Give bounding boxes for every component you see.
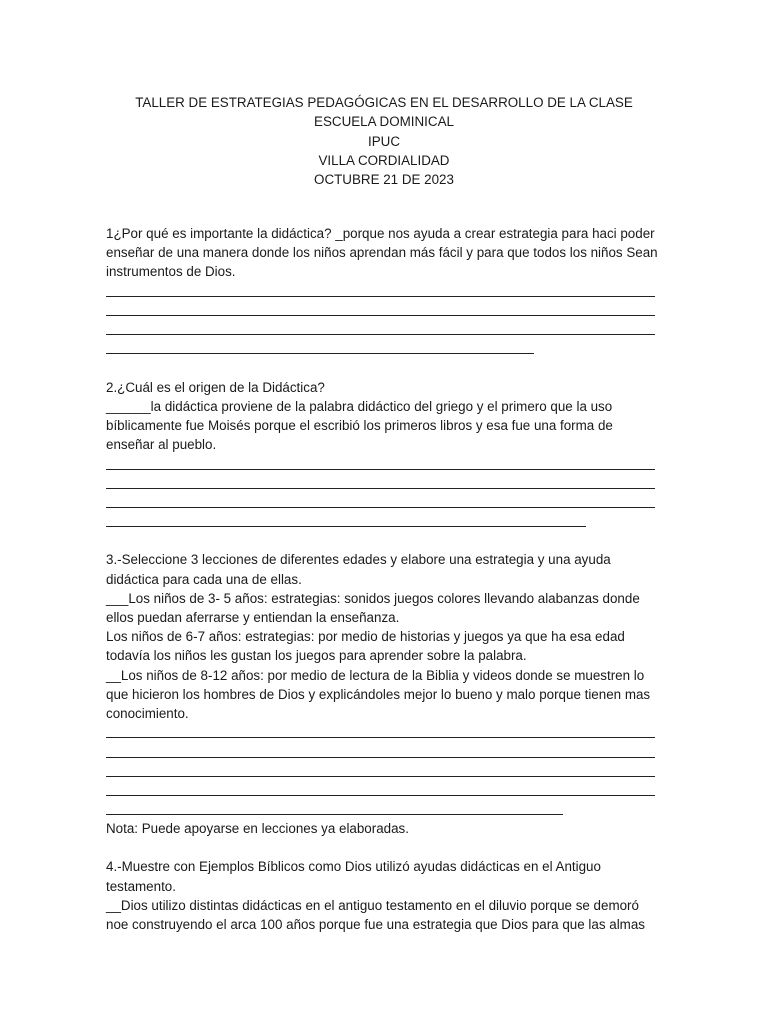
- question-2: 2.¿Cuál es el origen de la Didáctica?: [106, 379, 325, 395]
- school-name: ESCUELA DOMINICAL: [314, 114, 454, 130]
- answer-line: [106, 742, 662, 761]
- question-4: 4.-Muestre con Ejemplos Bíblicos como Dios utilizó ayudas didácticas en el Antiguo testamento.: [106, 859, 601, 894]
- answer-line: [106, 493, 662, 512]
- answer-line: [106, 762, 662, 781]
- date: OCTUBRE 21 DE 2023: [314, 172, 454, 188]
- question-3-answer-1: ___Los niños de 3- 5 años: estrategias: sonidos juegos colores llevando alabanzas donde ellos puedan aferrarse y entiendan la enseñanza.: [106, 590, 640, 625]
- answer-line: [106, 301, 662, 320]
- question-2-answer: ______la didáctica proviene de la palabra didáctico del griego y el primero que la uso bíblicamente fue Moisés porque el escribió los primeros libros y esa fue una forma de enseñar al pueblo.: [106, 398, 613, 453]
- answer-line: [106, 723, 662, 742]
- answer-line: [106, 781, 662, 800]
- document-header: [0, 93, 768, 189]
- question-1-text: 1¿Por qué es importante la didáctica? _porque nos ayuda a crear estrategia para haci poder enseñar de una manera donde los niños aprendan más fácil y para que todos los niños Sean instrumentos de Dios.: [106, 226, 658, 280]
- answer-line: [106, 800, 662, 819]
- answer-line: [106, 512, 662, 531]
- answer-line: [106, 474, 662, 493]
- answer-line: [106, 454, 662, 473]
- document-body: [106, 224, 662, 934]
- answer-line: [106, 282, 662, 301]
- location: VILLA CORDIALIDAD: [318, 152, 450, 168]
- workshop-title: TALLER DE ESTRATEGIAS PEDAGÓGICAS EN EL DESARROLLO DE LA CLASE: [135, 95, 633, 110]
- answer-line: [106, 339, 662, 358]
- question-4-answer: __Dios utilizo distintas didácticas en el antiguo testamento en el diluvio porque se demoró noe construyendo el arca 100 años porque fue una estrategia que Dios para que las almas: [106, 897, 645, 933]
- question-3: 3.-Seleccione 3 lecciones de diferentes edades y elabore una estrategia y una ayuda didáctica para cada una de ellas.: [106, 552, 611, 587]
- church-name: IPUC: [368, 133, 400, 149]
- question-3-answer-3: __Los niños de 8-12 años: por medio de lectura de la Biblia y videos donde se muestren lo que hicieron los hombres de Dios y explicándoles mejor lo bueno y malo porque tienen mas conocimiento.: [106, 667, 651, 721]
- question-3-note: Nota: Puede apoyarse en lecciones ya elaboradas.: [106, 821, 409, 837]
- answer-line: [106, 320, 662, 339]
- question-3-answer-2: Los niños de 6-7 años: estrategias: por medio de historias y juegos ya que ha esa edad todavía los niños les gustan los juegos para aprender sobre la palabra.: [106, 629, 625, 664]
